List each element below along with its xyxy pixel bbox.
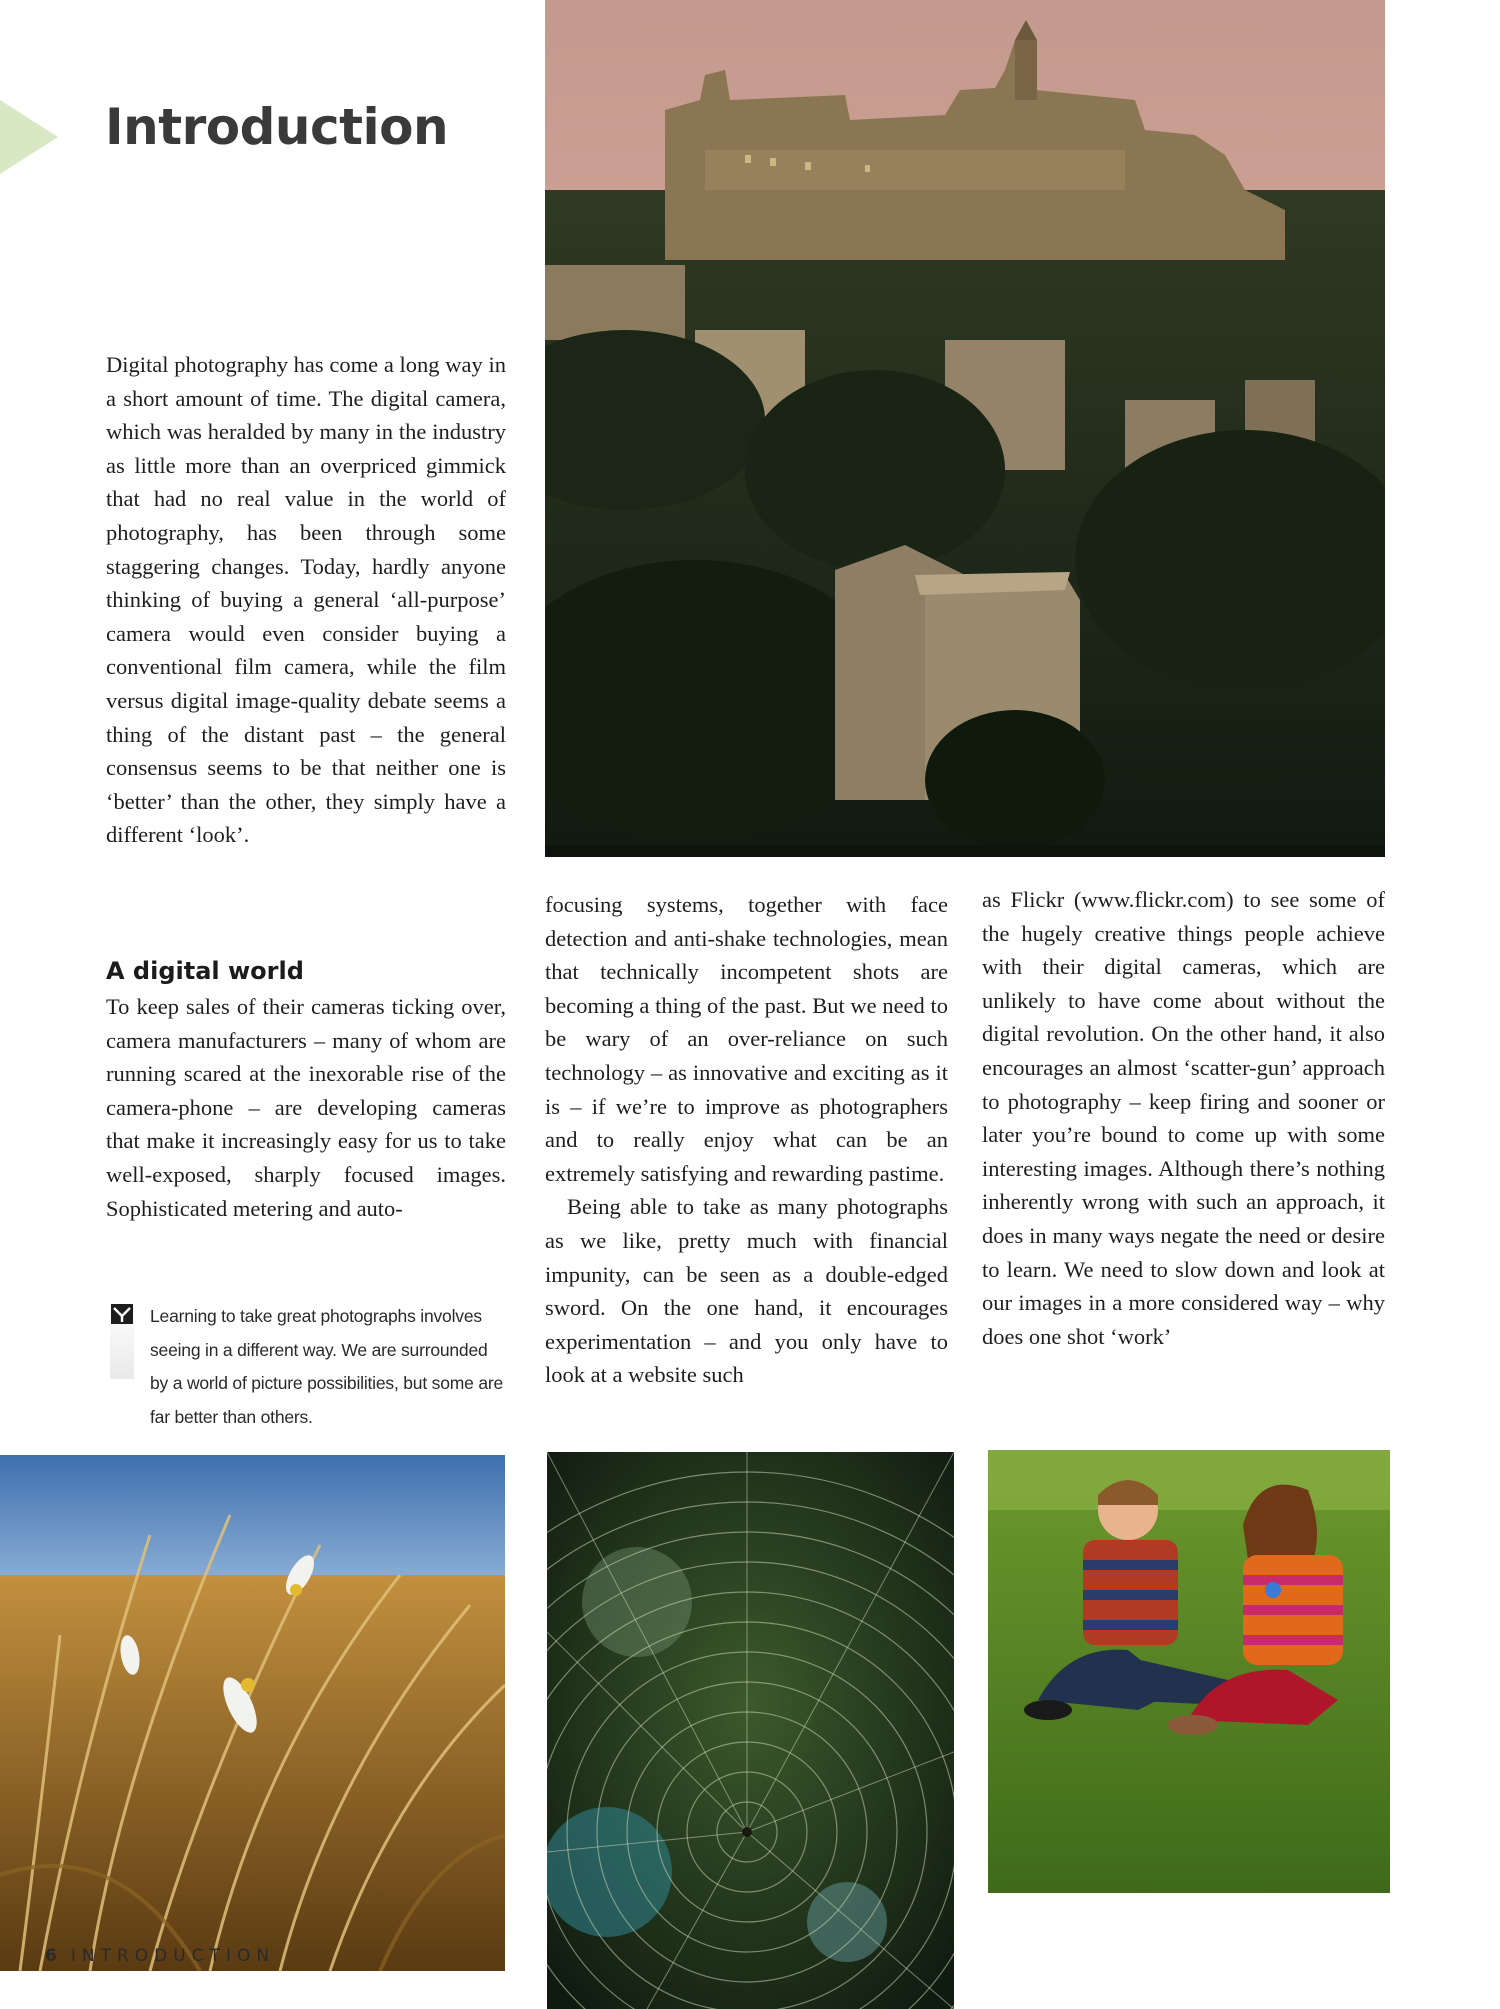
body-column-3 — [982, 883, 1385, 1353]
wheat-field-photo — [0, 1455, 505, 1971]
section-heading: A digital world — [106, 957, 304, 985]
page-title: Introduction — [105, 98, 449, 156]
corner-tab-marker — [0, 100, 58, 174]
body-paragraph: focusing systems, together with face detection and anti-shake technologies, mean that technically incompetent shots are becoming a thing of the past. But we need to be wary of an over-reliance on such technology – as innovative and exciting as it is – if we’re to improve as photographers and to really enjoy what can be an extremely satisfying and rewarding pastime. — [545, 892, 948, 1186]
camera-icon — [110, 1303, 134, 1379]
caption-text: Learning to take great photographs involves seeing in a different way. We are surrounded by a world of picture possibilities, but some are far better than others. — [150, 1306, 504, 1427]
body-column-2 — [545, 888, 948, 1392]
intro-paragraph: Digital photography has come a long way in a short amount of time. The digital camera, which was heralded by many in the industry as little more than an overpriced gimmick that had no real value in the world of photography, has been through some staggering changes. Today, hardly anyone thinking of buying a general ‘all-purpose’ camera would even consider buying a conventional film camera, while the film versus digital image-quality debate seems a thing of the distant past – the general consensus seems to be that neither one is ‘better’ than the other, they simply have a different ‘look’. — [106, 352, 506, 848]
body-column-1 — [106, 990, 506, 1225]
page-number: 6 — [45, 1946, 57, 1966]
body-paragraph: Being able to take as many photographs as we like, pretty much with financial impunity, can be seen as a double-edged sword. On the one hand, it encourages experimentation – and you only have to look at a website such — [545, 1194, 948, 1388]
body-paragraph: as Flickr (www.flickr.com) to see some of the hugely creative things people achieve with their digital cameras, which are unlikely to have come about without the digital revolution. On the other hand, it also encourages an almost ‘scatter-gun’ approach to photography – keep firing and sooner or later you’re bound to come up with some interesting images. Although there’s nothing inherently wrong with such an approach, it does in many ways negate the need or desire to learn. We need to slow down and look at our images in a more considered way – why does one shot ‘work’ — [982, 887, 1385, 1349]
running-footer: INTRODUCTION — [70, 1946, 276, 1966]
body-paragraph: To keep sales of their cameras ticking over, camera manufacturers – many of whom are running scared at the inexorable rise of the camera-phone – are developing cameras that make it increasingly easy for us to take well-exposed, sharply focused images. Sophisticated metering and auto- — [106, 994, 506, 1221]
spider-web-photo — [547, 1452, 954, 2009]
photo-caption — [110, 1300, 505, 1434]
village-photo — [545, 0, 1385, 857]
intro-column — [106, 348, 506, 852]
children-bubbles-photo — [988, 1450, 1390, 1893]
page-folio — [45, 1946, 275, 1966]
